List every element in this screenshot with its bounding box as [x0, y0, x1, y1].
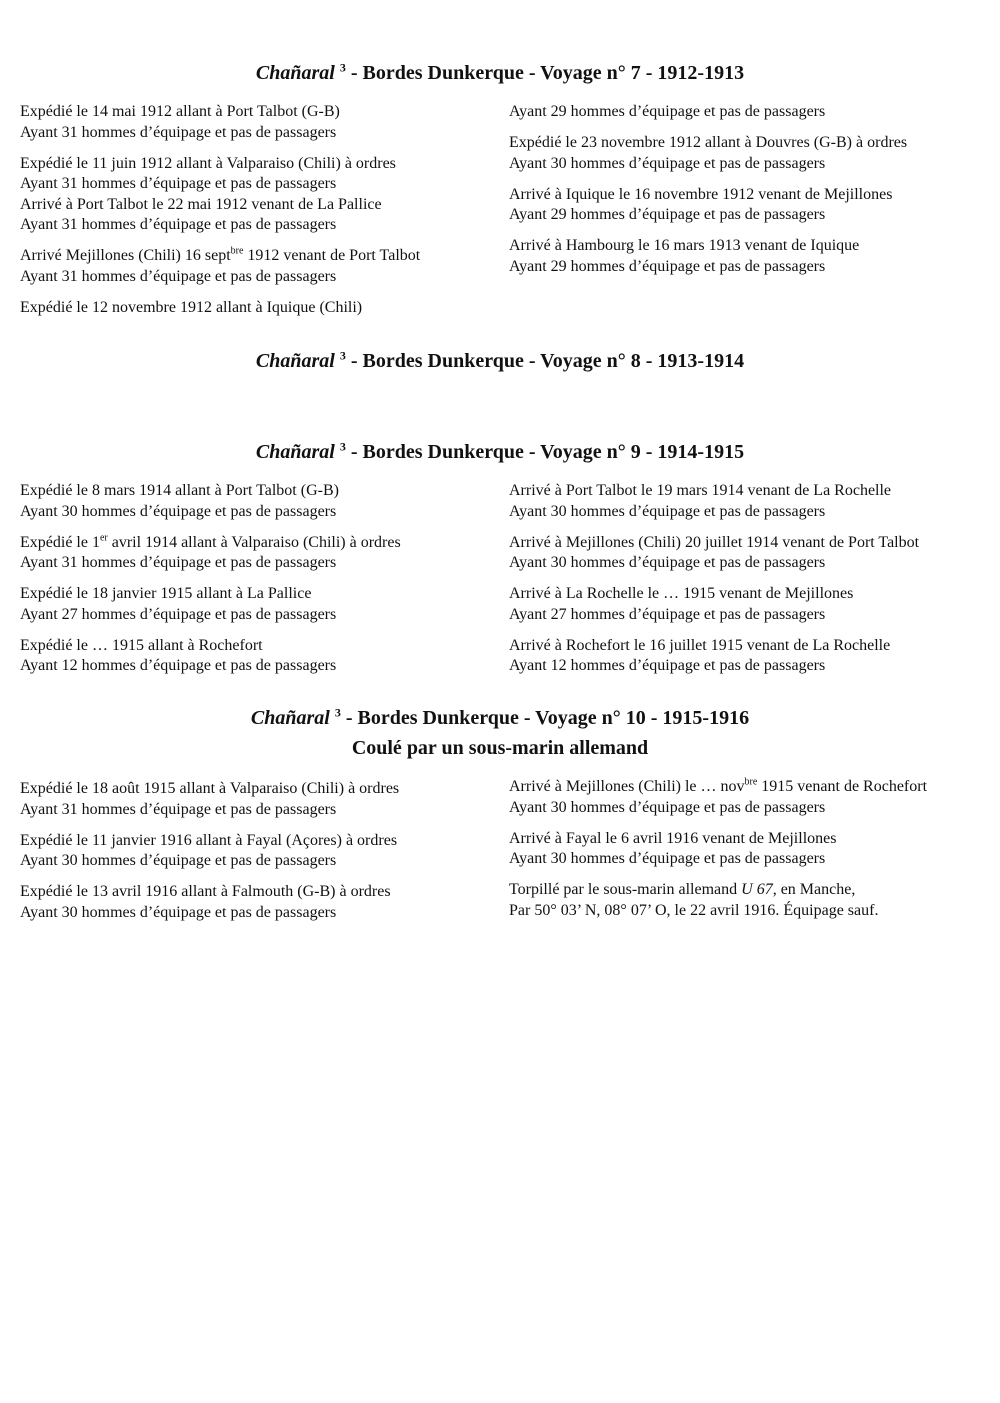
voyage-entry: Expédié le 18 janvier 1915 allant à La Pallice Ayant 27 hommes d’équipage et pas de passagers: [20, 585, 337, 623]
voyage-entry: Expédié le 1er avril 1914 allant à Valparaiso (Chili) à ordres Ayant 31 hommes d’équipage et pas de passagers: [20, 532, 401, 571]
voyage-entry: Expédié le 14 mai 1912 allant à Port Talbot (G-B) Ayant 31 hommes d’équipage et pas de passagers: [20, 103, 340, 141]
voyage-entry: Expédié le … 1915 allant à Rochefort Ayant 12 hommes d’équipage et pas de passagers: [20, 636, 337, 674]
voyage-7-title: Chañaral $^3$ - Bordes Dunkerque - Voyage n° 7 - 1912-1913: [255, 60, 745, 84]
voyage-entry: Arrivé à Hambourg le 16 mars 1913 venant de Iquique Ayant 29 hommes d’équipage et pas de passagers: [509, 237, 860, 275]
voyage-entry: Torpillé par le sous-marin allemand U 67, en Manche, Par 50° 03’ N, 08° 07’ O, le 22 avril 1916. Équipage sauf.: [509, 881, 879, 919]
voyage-7-right-column: [509, 102, 989, 288]
voyage-entry: Arrivé Mejillones (Chili) 16 sept$^{bre}$ 1912 venant de Port Talbot Ayant 31 hommes d’équipage et pas de passagers: [20, 245, 421, 285]
voyage-entry: Arrivé à Iquique le 16 novembre 1912 venant de Mejillones Ayant 29 hommes d’équipage et pas de passagers: [509, 185, 893, 223]
voyage-entry: Arrivé à Fayal le 6 avril 1916 venant de Mejillones Ayant 30 hommes d’équipage et pas de passagers: [509, 829, 837, 867]
voyage-10-title: Chañaral $^3$ - Bordes Dunkerque - Voyage n° 10 - 1915-1916: [250, 705, 750, 729]
voyage-entry: Expédié le 8 mars 1914 allant à Port Talbot (G-B) Ayant 30 hommes d’équipage et pas de passagers: [20, 482, 339, 520]
voyage-entry: Expédié le 18 août 1915 allant à Valparaiso (Chili) à ordres Ayant 31 hommes d’équipage et pas de passagers: [20, 780, 400, 818]
voyage-entry: Expédié le 11 juin 1912 allant à Valparaiso (Chili) à ordres Ayant 31 hommes d’équipage et pas de passagers: [20, 154, 396, 192]
voyage-entry: Expédié le 13 avril 1916 allant à Falmouth (G-B) à ordres Ayant 30 hommes d’équipage et pas de passagers: [20, 883, 391, 921]
voyage-10-right-column: [509, 777, 989, 932]
voyage-9-right-column: [509, 481, 989, 687]
voyage-7-left-column: [20, 102, 490, 329]
voyage-9-title: Chañaral $^3$ - Bordes Dunkerque - Voyage n° 9 - 1914-1915: [255, 439, 745, 463]
voyage-entry: Expédié le 23 novembre 1912 allant à Douvres (G-B) à ordres Ayant 30 hommes d’équipage et pas de passagers: [509, 134, 908, 172]
voyage-10-left-column: [20, 779, 490, 934]
submarine-name: U 67: [741, 881, 773, 898]
voyage-9-left-column: [20, 481, 490, 687]
voyage-entry: Expédié le 12 novembre 1912 allant à Iquique (Chili): [20, 298, 363, 316]
voyage-entry: Arrivé à Port Talbot le 22 mai 1912 venant de La Pallice Ayant 31 hommes d’équipage et pas de passagers: [20, 195, 382, 233]
voyage-entry: Arrivé à La Rochelle le … 1915 venant de Mejillones Ayant 27 hommes d’équipage et pas de passagers: [509, 585, 854, 623]
voyage-entry: Arrivé à Mejillones (Chili) le … nov$^{bre}$ 1915 venant de Rochefort Ayant 30 hommes d’équipage et pas de passagers: [509, 776, 928, 816]
voyage-entry: Arrivé à Port Talbot le 19 mars 1914 venant de La Rochelle Ayant 30 hommes d’équipage et pas de passagers: [509, 482, 892, 520]
voyage-entry: Ayant 29 hommes d’équipage et pas de passagers: [509, 103, 826, 120]
voyage-entry: Arrivé à Mejillones (Chili) 20 juillet 1914 venant de Port Talbot Ayant 30 hommes d’équipage et pas de passagers: [509, 533, 920, 571]
voyage-entry: Expédié le 11 janvier 1916 allant à Fayal (Açores) à ordres Ayant 30 hommes d’équipage et pas de passagers: [20, 831, 398, 869]
voyage-entry: Arrivé à Rochefort le 16 juillet 1915 venant de La Rochelle Ayant 12 hommes d’équipage et pas de passagers: [509, 636, 891, 674]
voyage-8-title: Chañaral $^3$ - Bordes Dunkerque - Voyage n° 8 - 1913-1914: [255, 348, 745, 372]
voyage-10-subtitle: Coulé par un sous-marin allemand: [351, 737, 649, 759]
